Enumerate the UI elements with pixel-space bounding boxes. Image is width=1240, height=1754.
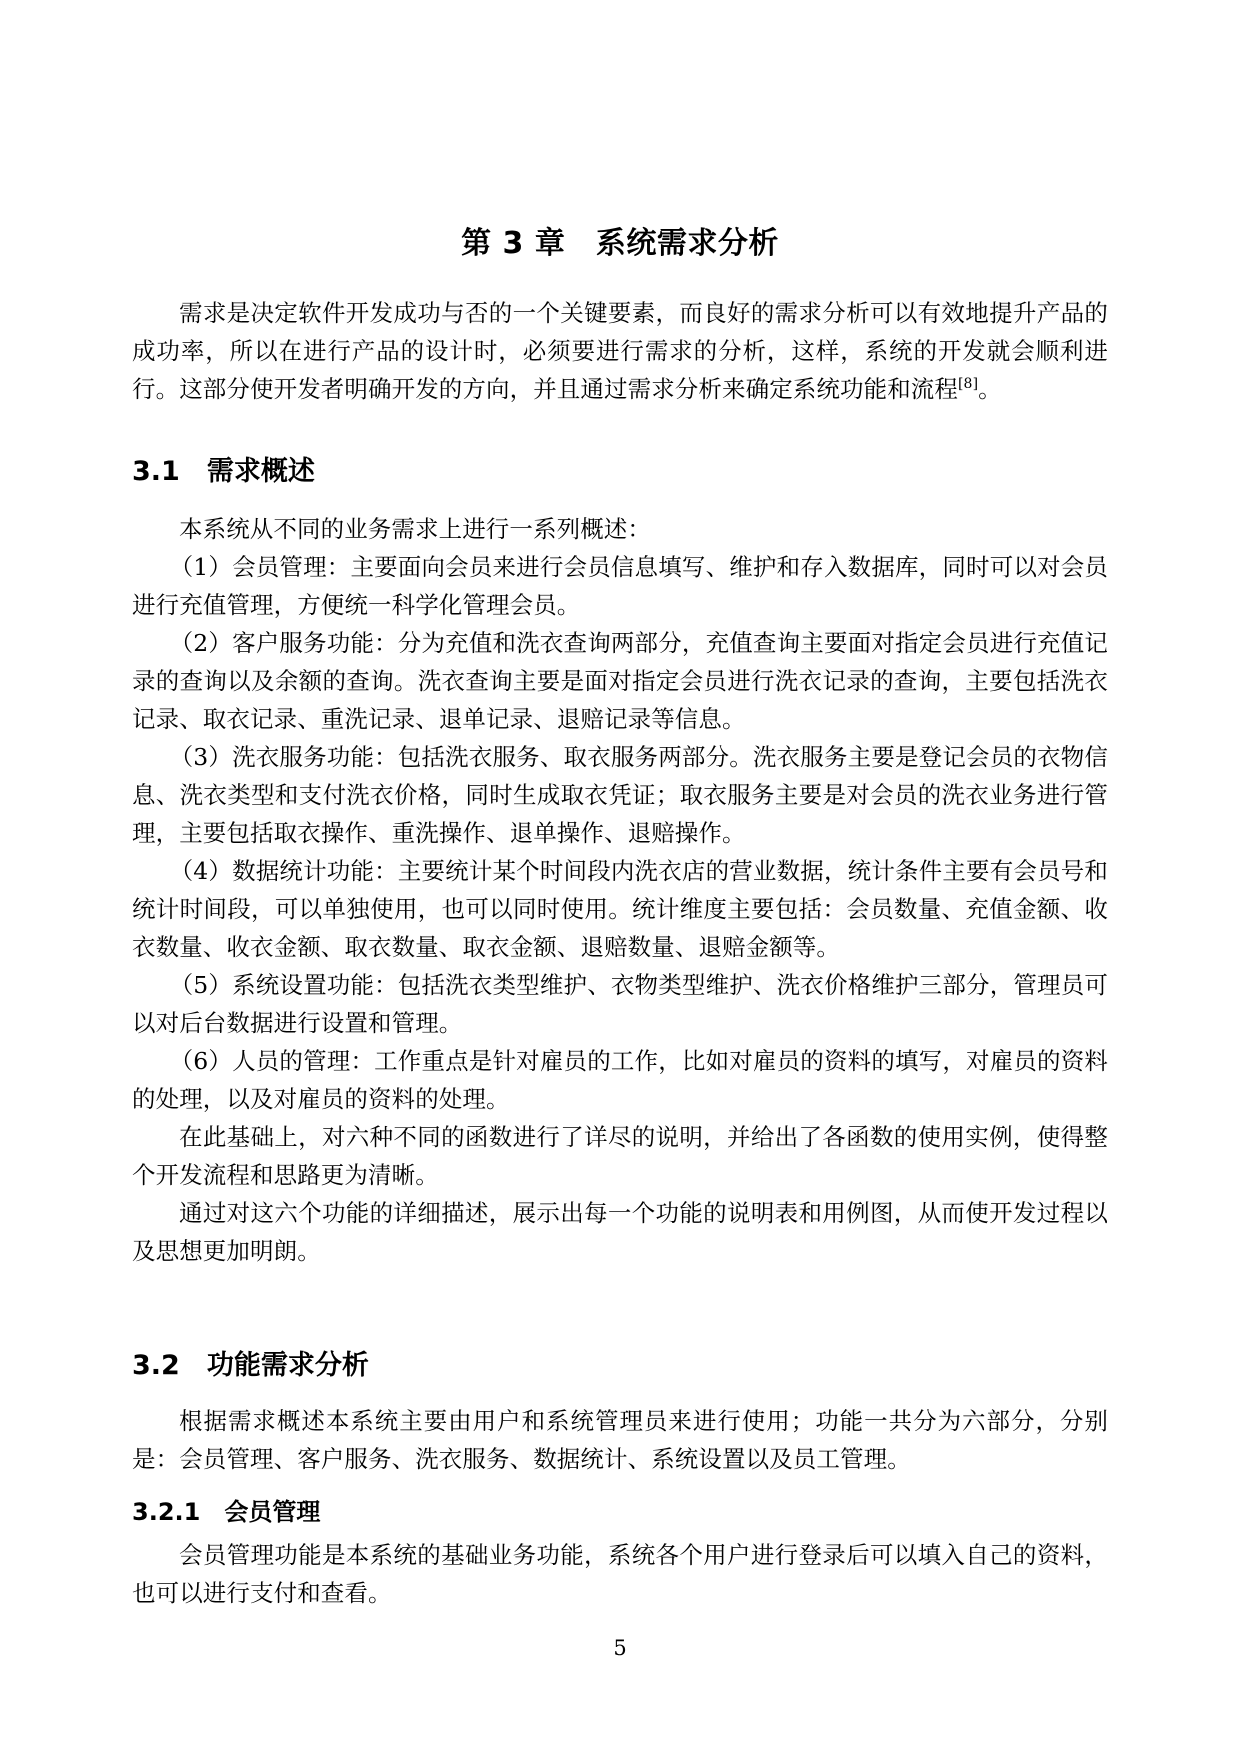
spacer-after-section-3-1-heading xyxy=(132,492,1108,510)
section-3-1-item-6: （6）人员的管理：工作重点是针对雇员的工作，比如对雇员的资料的填写，对雇员的资料的处理，以及对雇员的资料的处理。 xyxy=(132,1047,1108,1113)
section-3-1-lead-paragraph: 本系统从不同的业务需求上进行一系列概述： xyxy=(179,515,651,543)
section-3-1-closing-paragraph-1: 在此基础上，对六种不同的函数进行了详尽的说明，并给出了各函数的使用实例，使得整个开发流程和思路更为清晰。 xyxy=(132,1123,1108,1189)
intro-paragraph-text: 需求是决定软件开发成功与否的一个关键要素，而良好的需求分析可以有效地提升产品的成功率，所以在进行产品的设计时，必须要进行需求的分析，这样，系统的开发就会顺利进行。这部分使开发者明确开发的方向，并且通过需求分析来确定系统功能和流程 xyxy=(132,299,1108,403)
section-3-1-item-2: （2）客户服务功能：分为充值和洗衣查询两部分，充值查询主要面对指定会员进行充值记录的查询以及余额的查询。洗衣查询主要是面对指定会员进行洗衣记录的查询，主要包括洗衣记录、取衣记录、重洗记录、退单记录、退赔记录等信息。 xyxy=(132,629,1108,733)
section-3-1-item-3: （3）洗衣服务功能：包括洗衣服务、取衣服务两部分。洗衣服务主要是登记会员的衣物信息、洗衣类型和支付洗衣价格，同时生成取衣凭证；取衣服务主要是对会员的洗衣业务进行管理，主要包括取衣操作、重洗操作、退单操作、退赔操作。 xyxy=(132,743,1108,847)
section-3-2-paragraph: 根据需求概述本系统主要由用户和系统管理员来进行使用；功能一共分为六部分，分别是：会员管理、客户服务、洗衣服务、数据统计、系统设置以及员工管理。 xyxy=(132,1407,1108,1473)
page-number: 5 xyxy=(613,1636,627,1660)
spacer-before-section-3-2 xyxy=(132,1270,1108,1346)
section-3-1-closing-paragraph-2: 通过对这六个功能的详细描述，展示出每一个功能的说明表和用例图，从而使开发过程以及思想更加明朗。 xyxy=(132,1199,1108,1265)
heading-section-3-2: 3.2 功能需求分析 xyxy=(132,1350,369,1381)
section-3-1-item-4: （4）数据统计功能：主要统计某个时间段内洗衣店的营业数据，统计条件主要有会员号和统计时间段，可以单独使用，也可以同时使用。统计维度主要包括：会员数量、充值金额、收衣数量、收衣金额、取衣数量、取衣金额、退赔数量、退赔金额等。 xyxy=(132,857,1108,961)
intro-paragraph xyxy=(132,294,1108,408)
chapter-title: 第 3 章 系统需求分析 xyxy=(461,226,779,261)
intro-citation-marker: [8] xyxy=(958,376,979,393)
heading-section-3-2-1: 3.2.1 会员管理 xyxy=(132,1498,321,1526)
spacer-before-section-3-2-1 xyxy=(132,1478,1108,1494)
section-3-1-item-1: （1）会员管理：主要面向会员来进行会员信息填写、维护和存入数据库，同时可以对会员进行充值管理，方便统一科学化管理会员。 xyxy=(132,553,1108,619)
intro-paragraph-tail: 。 xyxy=(978,375,1002,403)
spacer-after-title xyxy=(132,266,1108,294)
section-3-1-item-5: （5）系统设置功能：包括洗衣类型维护、衣物类型维护、洗衣价格维护三部分，管理员可以对后台数据进行设置和管理。 xyxy=(132,971,1108,1037)
section-3-2-1-paragraph: 会员管理功能是本系统的基础业务功能，系统各个用户进行登录后可以填入自己的资料，也可以进行支付和查看。 xyxy=(132,1541,1108,1607)
spacer-before-section-3-1 xyxy=(132,408,1108,452)
spacer-after-section-3-2-heading xyxy=(132,1386,1108,1402)
page-content xyxy=(132,0,1108,1612)
heading-section-3-1: 3.1 需求概述 xyxy=(132,456,315,487)
